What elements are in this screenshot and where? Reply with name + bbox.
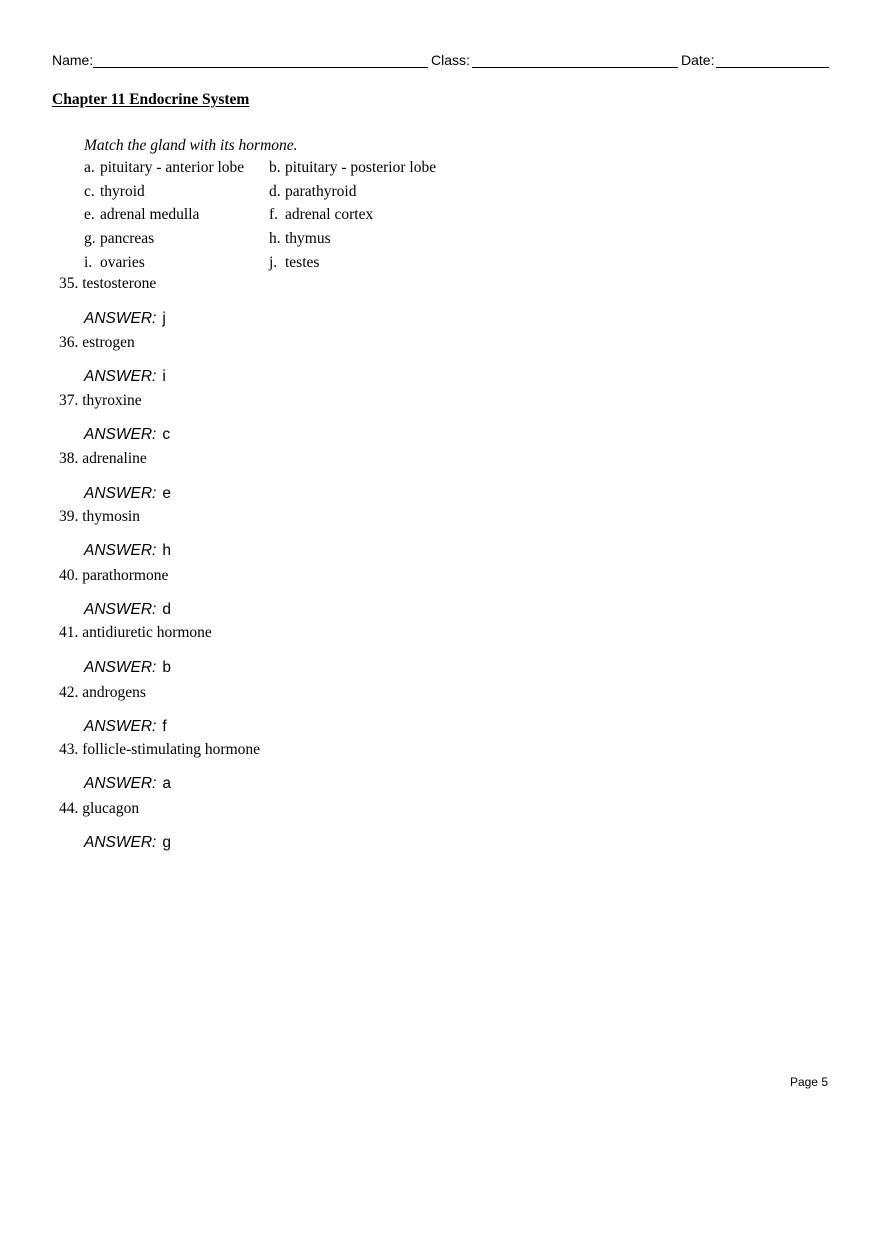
question-number: 42. [59,684,79,701]
option-letter: d. [269,183,281,200]
option-g [84,230,154,248]
answer-value: e [162,485,171,502]
option-letter: g. [84,230,96,247]
option-text: thymus [285,230,331,247]
answer-36 [84,368,166,386]
answer-label: ANSWER: [84,310,157,327]
header-fields [52,51,829,71]
option-text: pituitary - posterior lobe [285,159,437,176]
answer-42 [84,718,167,736]
option-letter: a. [84,159,95,176]
question-number: 41. [59,624,79,641]
answer-value: j [162,310,166,327]
answer-value: g [162,834,171,851]
answer-label: ANSWER: [84,542,157,559]
name-label: Name: [52,52,94,68]
option-e [84,206,199,224]
question-text: estrogen [82,334,135,351]
question-text: thymosin [82,508,140,525]
question-text: parathormone [82,567,169,584]
answer-label: ANSWER: [84,368,157,385]
question-38 [59,450,147,468]
answer-41 [84,659,171,677]
option-c [84,183,145,201]
option-text: testes [285,254,320,271]
option-text: pancreas [100,230,155,247]
option-text: adrenal medulla [100,206,200,223]
question-number: 35. [59,275,79,292]
option-letter: j. [269,254,278,271]
answer-43 [84,775,171,793]
answer-label: ANSWER: [84,485,157,502]
answer-label: ANSWER: [84,659,157,676]
date-field-line[interactable] [716,67,829,68]
question-number: 40. [59,567,79,584]
option-text: adrenal cortex [285,206,374,223]
option-a [84,159,244,177]
option-h [269,230,331,248]
answer-39 [84,542,171,560]
answer-44 [84,834,171,852]
answer-value: b [162,659,171,676]
option-f [269,206,373,224]
option-text: parathyroid [285,183,357,200]
class-label: Class: [431,52,470,68]
question-42 [59,684,146,702]
option-letter: e. [84,206,95,223]
answer-label: ANSWER: [84,426,157,443]
answer-40 [84,601,171,619]
option-text: ovaries [100,254,145,271]
question-text: thyroxine [82,392,142,409]
question-44 [59,800,139,818]
option-d [269,183,356,201]
option-j [269,254,319,272]
answer-value: c [162,426,171,443]
option-letter: b. [269,159,281,176]
question-text: glucagon [82,800,140,817]
option-letter: i. [84,254,93,271]
option-letter: h. [269,230,281,247]
answer-label: ANSWER: [84,834,157,851]
answer-label: ANSWER: [84,601,157,618]
option-text: pituitary - anterior lobe [100,159,245,176]
name-field-line[interactable] [93,67,428,68]
question-43 [59,741,260,759]
question-39 [59,508,140,526]
answer-value: h [162,542,171,559]
question-text: antidiuretic hormone [82,624,212,641]
question-35 [59,275,156,293]
answer-value: i [162,368,166,385]
answer-38 [84,485,171,503]
question-text: follicle-stimulating hormone [82,741,261,758]
question-41 [59,624,212,642]
instructions: Match the gland with its hormone. [84,137,298,154]
question-number: 38. [59,450,79,467]
question-number: 43. [59,741,79,758]
answer-value: d [162,601,171,618]
answer-label: ANSWER: [84,718,157,735]
option-b [269,159,436,177]
question-number: 36. [59,334,79,351]
class-field-line[interactable] [472,67,678,68]
answer-label: ANSWER: [84,775,157,792]
date-label: Date: [681,52,715,68]
question-number: 37. [59,392,79,409]
answer-37 [84,426,170,444]
answer-value: a [162,775,171,792]
chapter-title: Chapter 11 Endocrine System [52,91,250,108]
question-40 [59,567,168,585]
option-letter: f. [269,206,279,223]
question-number: 44. [59,800,79,817]
question-text: adrenaline [82,450,147,467]
option-i [84,254,145,272]
question-number: 39. [59,508,79,525]
answer-value: f [162,718,167,735]
page-number: Page 5 [789,1075,828,1089]
answer-35 [84,310,166,328]
option-letter: c. [84,183,95,200]
question-text: testosterone [82,275,157,292]
question-37 [59,392,142,410]
question-text: androgens [82,684,146,701]
option-text: thyroid [100,183,145,200]
question-36 [59,334,135,352]
